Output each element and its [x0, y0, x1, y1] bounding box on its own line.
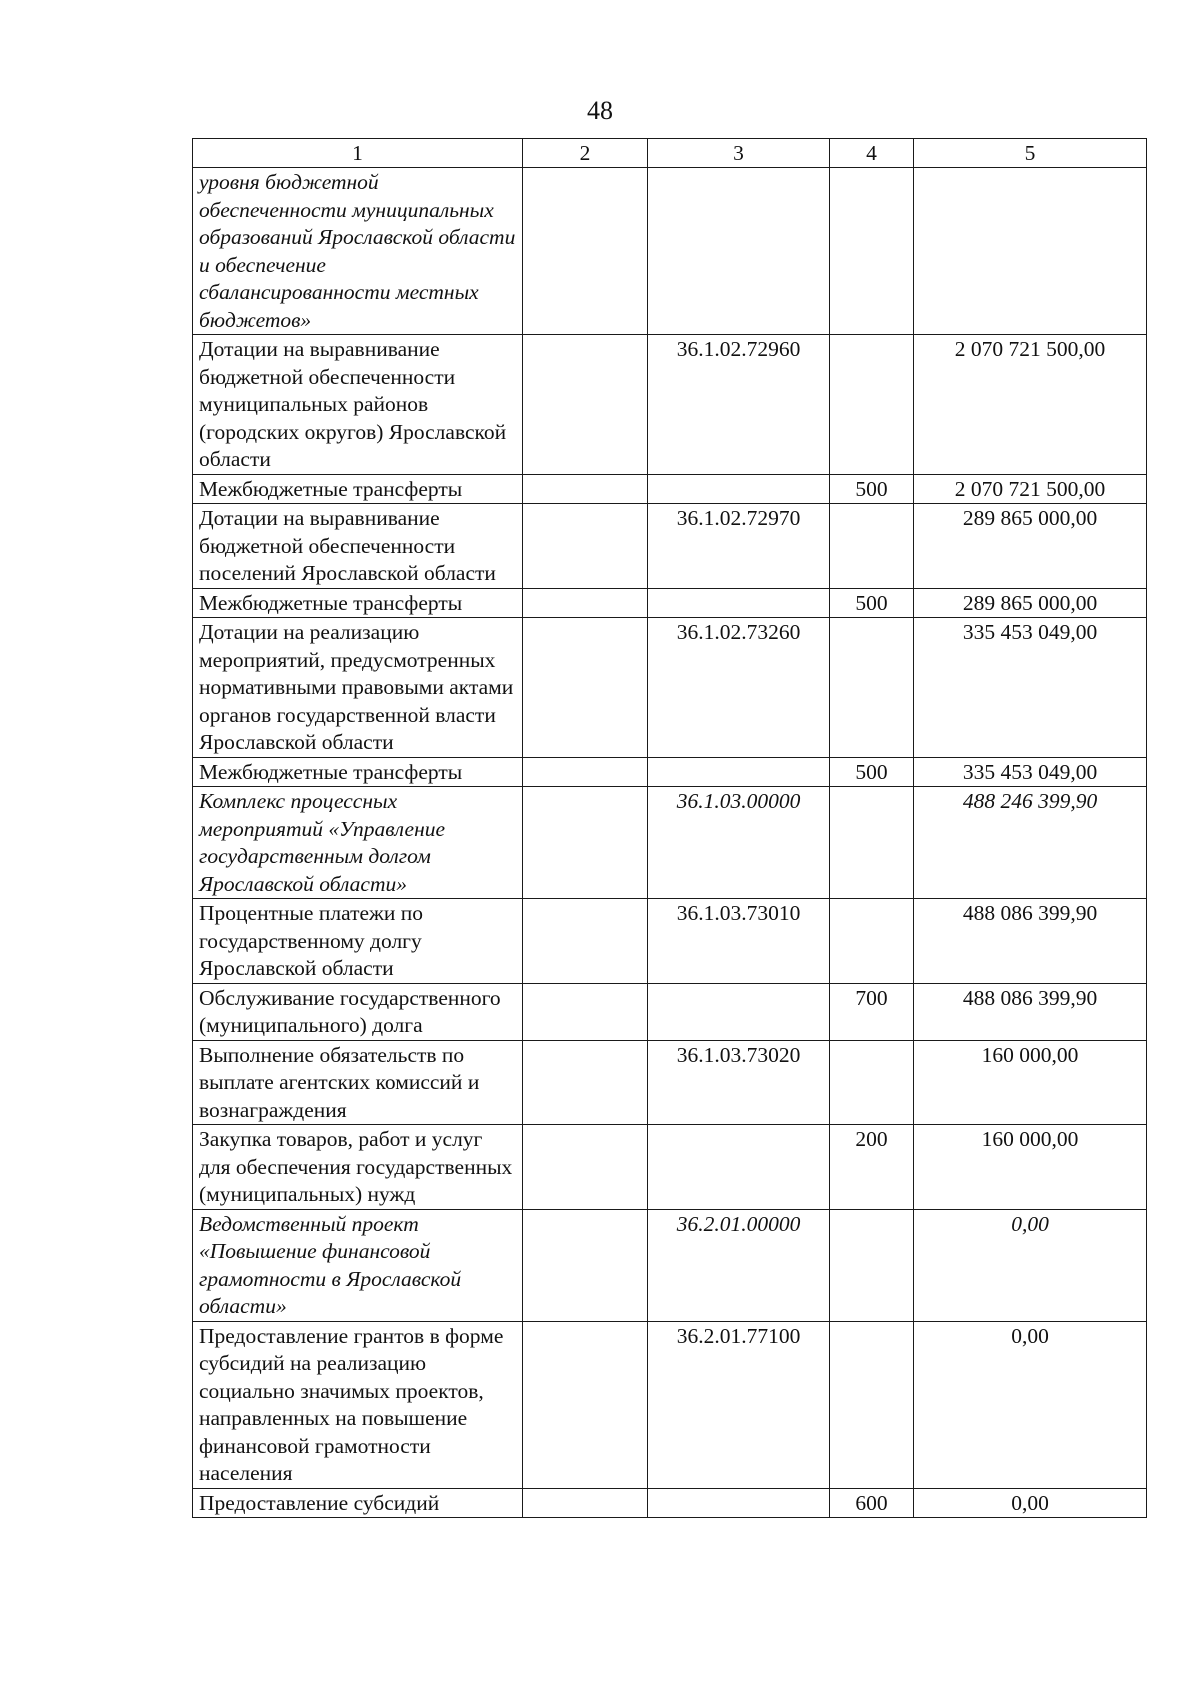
table-row [193, 1488, 1147, 1518]
row-expense-type-cell [830, 335, 914, 475]
row-amount-cell: 488 246 399,90 [914, 787, 1147, 899]
table-row [193, 757, 1147, 787]
column-header: 1 [193, 139, 523, 168]
row-code-cell [648, 588, 830, 618]
table-row [193, 588, 1147, 618]
row-column2-cell [523, 335, 648, 475]
row-code-cell: 36.1.02.72960 [648, 335, 830, 475]
row-expense-type-cell [830, 168, 914, 335]
table-row [193, 1125, 1147, 1210]
row-expense-type-cell [830, 1209, 914, 1321]
row-expense-type-cell [830, 1321, 914, 1488]
row-code-cell: 36.1.03.73010 [648, 899, 830, 984]
row-name-cell: Предоставление субсидий [193, 1488, 523, 1518]
row-column2-cell [523, 1488, 648, 1518]
row-code-cell: 36.1.03.73020 [648, 1040, 830, 1125]
row-expense-type-cell [830, 1040, 914, 1125]
row-code-cell [648, 757, 830, 787]
row-amount-cell: 289 865 000,00 [914, 504, 1147, 589]
row-name-cell: Межбюджетные трансферты [193, 588, 523, 618]
row-expense-type-cell: 200 [830, 1125, 914, 1210]
row-column2-cell [523, 787, 648, 899]
row-expense-type-cell [830, 899, 914, 984]
row-column2-cell [523, 474, 648, 504]
row-expense-type-cell: 600 [830, 1488, 914, 1518]
table-row [193, 335, 1147, 475]
row-column2-cell [523, 618, 648, 758]
table-row [193, 983, 1147, 1040]
row-name-cell: Процентные платежи по государственному долгу Ярославской области [193, 899, 523, 984]
row-expense-type-cell: 500 [830, 474, 914, 504]
row-expense-type-cell: 700 [830, 983, 914, 1040]
row-column2-cell [523, 899, 648, 984]
column-header: 3 [648, 139, 830, 168]
row-expense-type-cell [830, 787, 914, 899]
row-amount-cell: 488 086 399,90 [914, 983, 1147, 1040]
row-amount-cell: 160 000,00 [914, 1125, 1147, 1210]
row-amount-cell: 0,00 [914, 1321, 1147, 1488]
row-amount-cell: 289 865 000,00 [914, 588, 1147, 618]
row-amount-cell: 488 086 399,90 [914, 899, 1147, 984]
header-row [193, 139, 1147, 168]
row-code-cell [648, 1125, 830, 1210]
row-name-cell: Межбюджетные трансферты [193, 757, 523, 787]
row-code-cell [648, 1488, 830, 1518]
row-amount-cell: 0,00 [914, 1488, 1147, 1518]
row-column2-cell [523, 983, 648, 1040]
row-name-cell: Дотации на выравнивание бюджетной обеспеченности поселений Ярославской области [193, 504, 523, 589]
row-name-cell: Закупка товаров, работ и услуг для обеспечения государственных (муниципальных) нужд [193, 1125, 523, 1210]
row-code-cell [648, 983, 830, 1040]
page-number: 48 [587, 96, 613, 125]
table-row [193, 899, 1147, 984]
row-amount-cell: 2 070 721 500,00 [914, 474, 1147, 504]
row-name-cell: Межбюджетные трансферты [193, 474, 523, 504]
table-row [193, 618, 1147, 758]
row-code-cell: 36.1.02.73260 [648, 618, 830, 758]
table-row [193, 1040, 1147, 1125]
row-amount-cell: 0,00 [914, 1209, 1147, 1321]
row-column2-cell [523, 168, 648, 335]
row-name-cell: Комплекс процессных мероприятий «Управление государственным долгом Ярославской области» [193, 787, 523, 899]
row-code-cell: 36.1.03.00000 [648, 787, 830, 899]
table-row [193, 504, 1147, 589]
row-column2-cell [523, 588, 648, 618]
row-name-cell: Предоставление грантов в форме субсидий на реализацию социально значимых проектов, направленных на повышение финансовой грамотности населения [193, 1321, 523, 1488]
row-code-cell [648, 474, 830, 504]
row-amount-cell [914, 168, 1147, 335]
row-column2-cell [523, 504, 648, 589]
row-expense-type-cell: 500 [830, 757, 914, 787]
table-row [193, 1321, 1147, 1488]
row-column2-cell [523, 1209, 648, 1321]
row-expense-type-cell [830, 504, 914, 589]
row-code-cell: 36.1.02.72970 [648, 504, 830, 589]
row-column2-cell [523, 1321, 648, 1488]
row-column2-cell [523, 1125, 648, 1210]
table-row [193, 168, 1147, 335]
table-body [193, 168, 1147, 1518]
row-name-cell: Обслуживание государственного (муниципального) долга [193, 983, 523, 1040]
row-expense-type-cell [830, 618, 914, 758]
row-code-cell: 36.2.01.77100 [648, 1321, 830, 1488]
row-code-cell [648, 168, 830, 335]
table-row [193, 474, 1147, 504]
row-name-cell: Выполнение обязательств по выплате агентских комиссий и вознаграждения [193, 1040, 523, 1125]
table-row [193, 787, 1147, 899]
row-amount-cell: 335 453 049,00 [914, 618, 1147, 758]
column-header: 5 [914, 139, 1147, 168]
row-name-cell: Ведомственный проект «Повышение финансовой грамотности в Ярославской области» [193, 1209, 523, 1321]
row-code-cell: 36.2.01.00000 [648, 1209, 830, 1321]
table-row [193, 1209, 1147, 1321]
budget-table [192, 138, 1147, 1518]
column-header: 2 [523, 139, 648, 168]
row-amount-cell: 2 070 721 500,00 [914, 335, 1147, 475]
row-expense-type-cell: 500 [830, 588, 914, 618]
row-column2-cell [523, 1040, 648, 1125]
row-name-cell: уровня бюджетной обеспеченности муниципальных образований Ярославской области и обеспечение сбалансированности местных бюджетов» [193, 168, 523, 335]
row-amount-cell: 335 453 049,00 [914, 757, 1147, 787]
row-name-cell: Дотации на реализацию мероприятий, предусмотренных нормативными правовыми актами органов государственной власти Ярославской области [193, 618, 523, 758]
column-header: 4 [830, 139, 914, 168]
row-column2-cell [523, 757, 648, 787]
row-name-cell: Дотации на выравнивание бюджетной обеспеченности муниципальных районов (городских округов) Ярославской области [193, 335, 523, 475]
row-amount-cell: 160 000,00 [914, 1040, 1147, 1125]
